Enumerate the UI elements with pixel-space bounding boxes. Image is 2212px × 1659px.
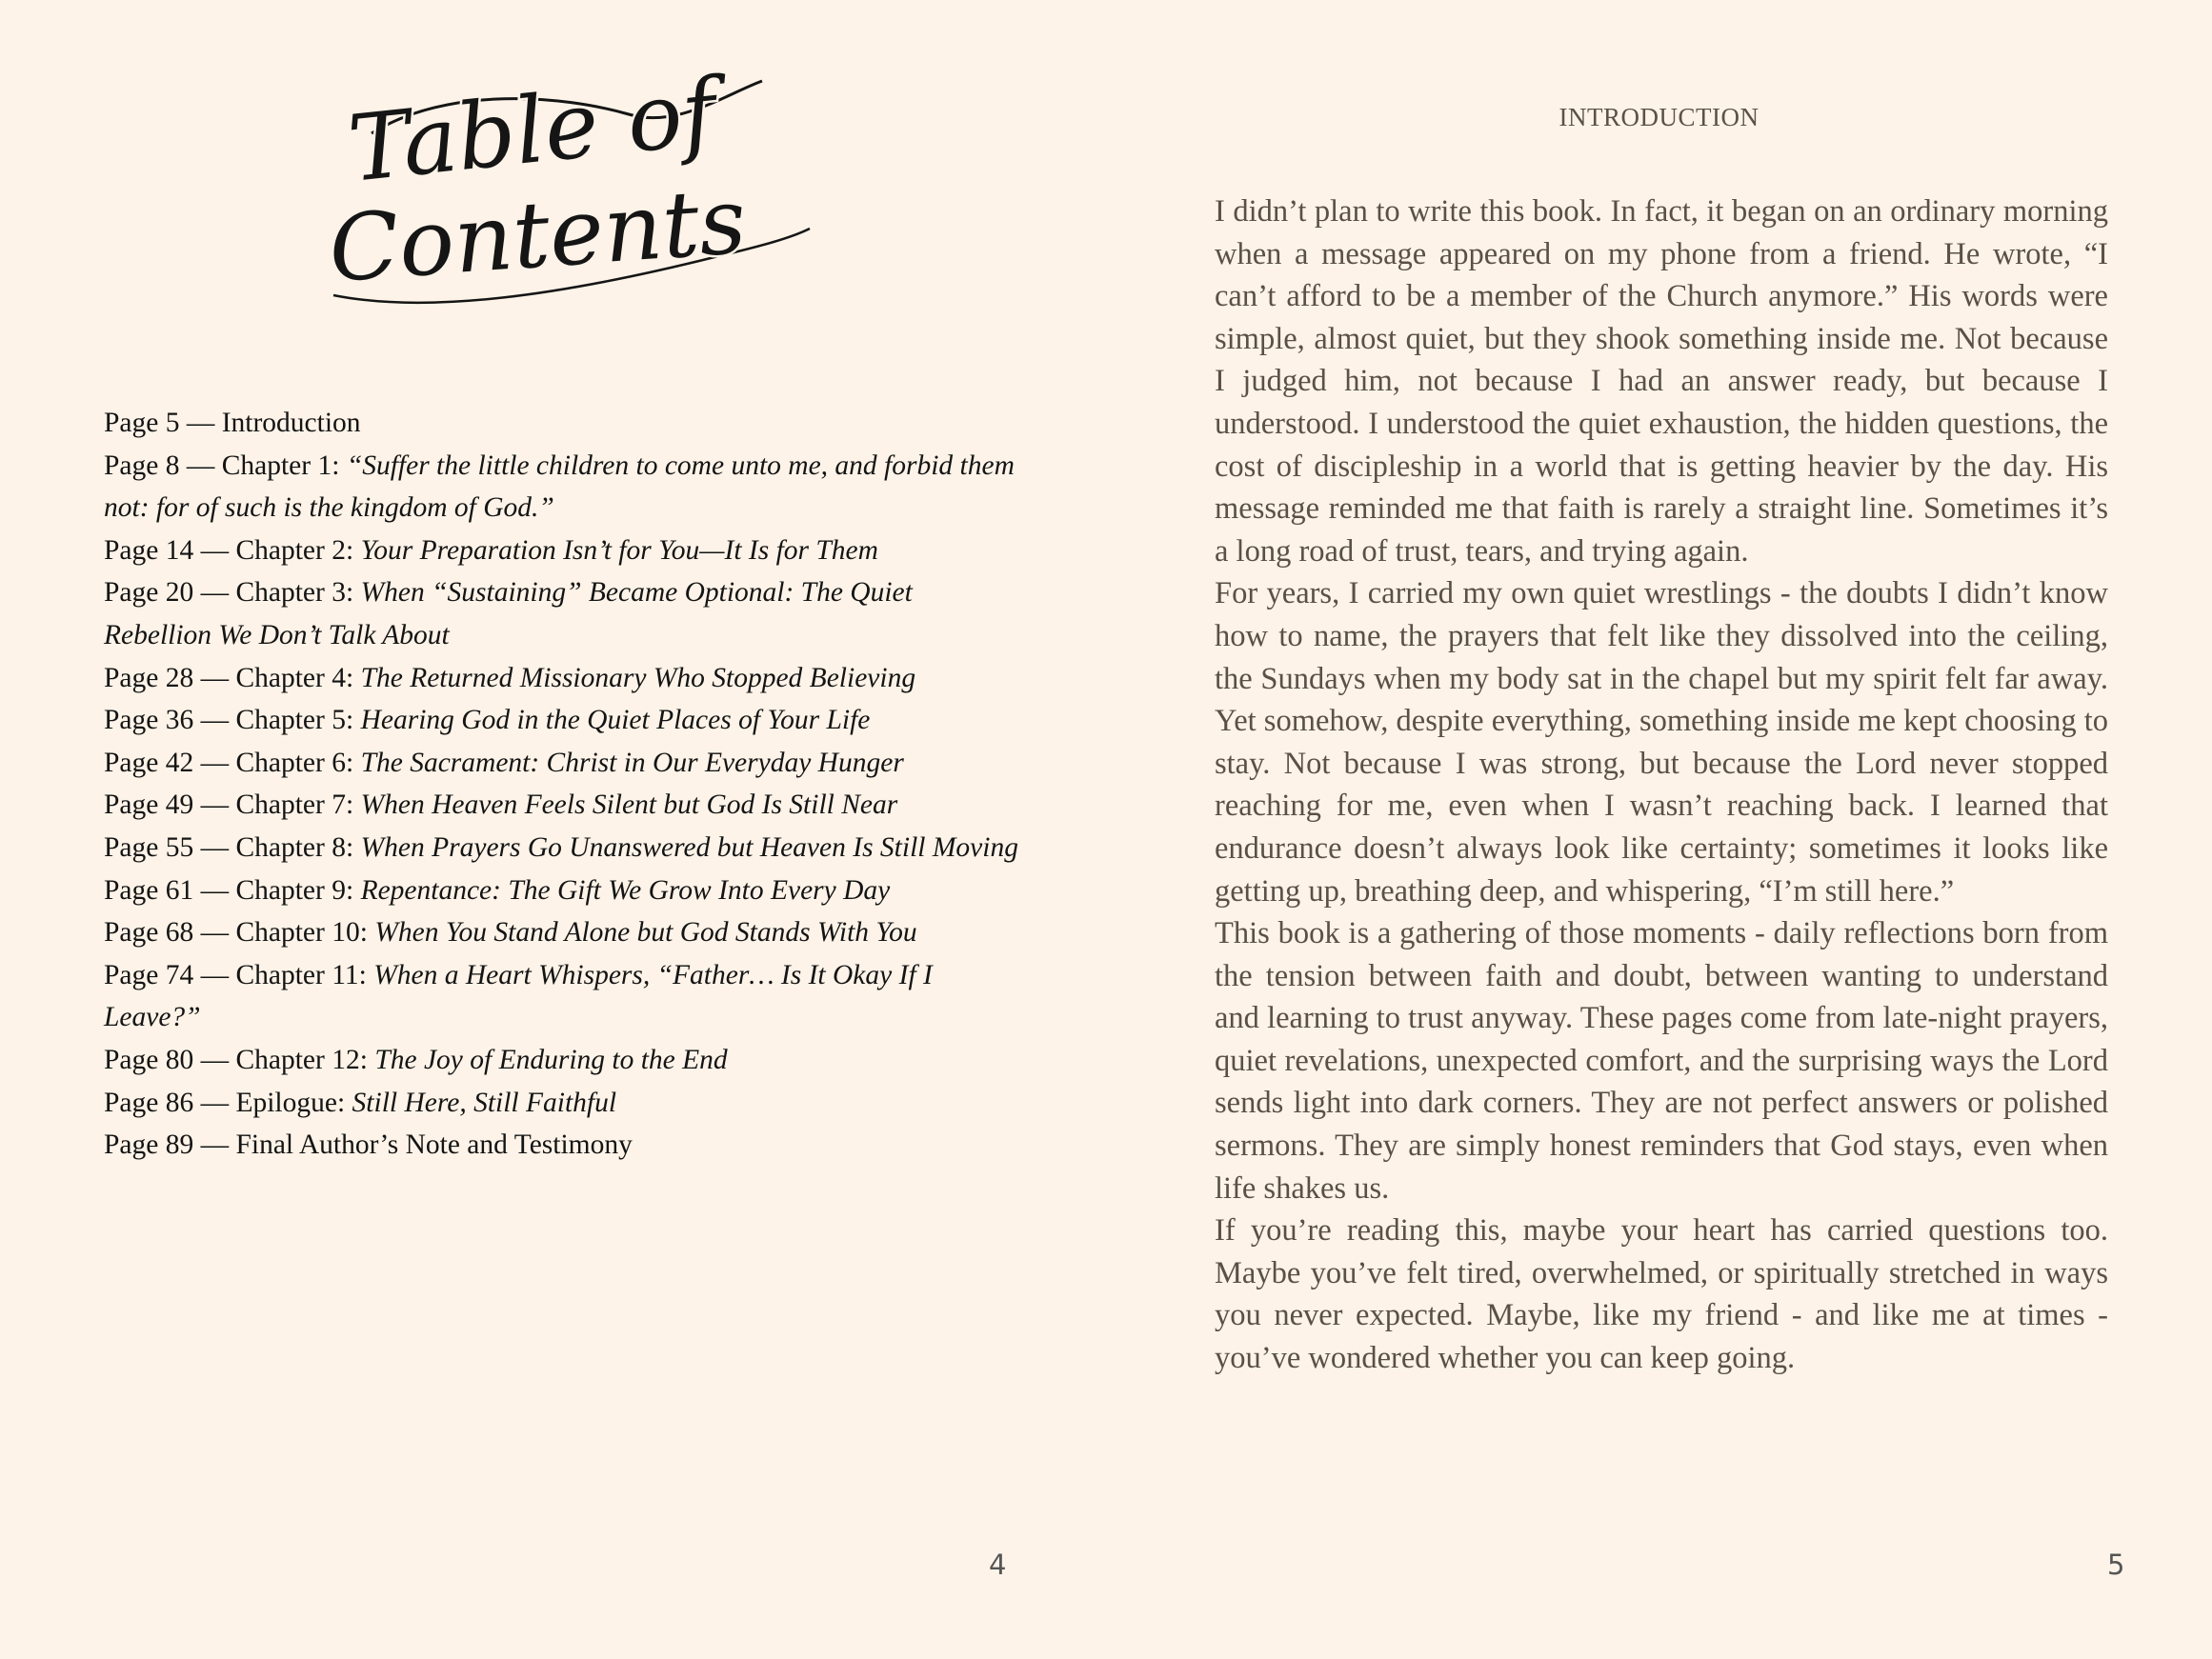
body-paragraph: I didn’t plan to write this book. In fact, it began on an ordinary morning when a message appeared on my phone from a friend. He wrote, “I can’t afford to be a member of the Church anymore.” His words were simple, almost quiet, but they shook something inside me. Not because I judged him, not because I had an answer ready, but because I understood. I understood the quiet exhaustion, the hidden questions, the cost of discipleship in a world that is getting heavier by the day. His message reminded me that faith is rarely a straight line. Sometimes it’s a long road of trust, tears, and trying again. — [1215, 194, 2108, 569]
toc-entry — [104, 784, 1018, 827]
toc-entry-page-label: Page 42 — Chapter 6: — [104, 747, 361, 778]
toc-entry — [104, 699, 1018, 742]
toc-title-line-2: Contents — [325, 167, 750, 303]
toc-entry — [104, 445, 1018, 530]
toc-list — [104, 402, 1018, 1167]
page-number-right: 5 — [2107, 1549, 2125, 1581]
toc-entry-page-label: Page 89 — Final Author’s Note and Testimony — [104, 1129, 633, 1161]
right-page — [1106, 0, 2212, 1659]
toc-entry — [104, 657, 1018, 700]
toc-entry-chapter-title: The Sacrament: Christ in Our Everyday Hunger — [360, 747, 904, 778]
toc-entry-chapter-title: When Heaven Feels Silent but God Is Still Near — [360, 790, 898, 821]
toc-entry-page-label: Page 61 — Chapter 9: — [104, 874, 361, 906]
toc-entry-page-label: Page 74 — Chapter 11: — [104, 959, 374, 990]
toc-entry-chapter-title: When You Stand Alone but God Stands With You — [374, 917, 917, 949]
toc-entry — [104, 827, 1018, 869]
toc-title-graphic — [314, 58, 848, 324]
toc-entry-chapter-title: Hearing God in the Quiet Places of Your Life — [360, 705, 871, 736]
toc-entry-page-label: Page 80 — Chapter 12: — [104, 1044, 375, 1075]
toc-script-title — [314, 58, 848, 324]
toc-entry — [104, 402, 1018, 445]
toc-entry-page-label: Page 5 — Introduction — [104, 408, 361, 438]
toc-entry-chapter-title: The Returned Missionary Who Stopped Believing — [360, 662, 916, 693]
body-paragraph: This book is a gathering of those moments - daily reflections born from the tension between faith and doubt, between wanting to understand and learning to trust anyway. These pages come from late-night prayers, quiet revelations, unexpected comfort, and the surprising ways the Lord sends light into dark corners. They are not perfect answers or polished sermons. They are simply honest reminders that God stays, even when life shakes us. — [1215, 916, 2108, 1206]
toc-entry-page-label: Page 20 — Chapter 3: — [104, 577, 361, 609]
toc-entry — [104, 571, 1018, 656]
toc-entry-chapter-title: Still Here, Still Faithful — [352, 1087, 617, 1118]
toc-entry-chapter-title: When “Sustaining” Became Optional: The Quiet Rebellion We Don’t Talk About — [104, 577, 913, 650]
toc-entry-page-label: Page 14 — Chapter 2: — [104, 534, 361, 566]
toc-entry — [104, 954, 1018, 1039]
toc-entry — [104, 1039, 1018, 1082]
toc-entry-page-label: Page 55 — Chapter 8: — [104, 831, 361, 863]
toc-entry-chapter-title: Repentance: The Gift We Grow Into Every Day — [360, 874, 891, 906]
toc-entry-chapter-title: Your Preparation Isn’t for You—It Is for Them — [360, 534, 878, 566]
introduction-body — [1215, 190, 2108, 1380]
toc-entry — [104, 911, 1018, 954]
section-header: INTRODUCTION — [1558, 103, 1760, 131]
toc-entry-page-label: Page 8 — Chapter 1: — [104, 450, 347, 481]
toc-entry-page-label: Page 36 — Chapter 5: — [104, 705, 361, 736]
toc-title-line-1: Table of — [343, 58, 721, 203]
toc-entry — [104, 1124, 1018, 1167]
toc-entry — [104, 869, 1018, 912]
page-number-left: 4 — [989, 1549, 1007, 1581]
toc-entry-chapter-title: “Suffer the little children to come unto me, and forbid them not: for of such is the kingdom of God.” — [104, 450, 1015, 524]
toc-entry-chapter-title: When Prayers Go Unanswered but Heaven Is Still Moving — [360, 831, 1018, 863]
toc-entry — [104, 742, 1018, 785]
toc-entry — [104, 530, 1018, 572]
toc-entry — [104, 1082, 1018, 1125]
toc-entry-page-label: Page 86 — Epilogue: — [104, 1087, 352, 1118]
body-paragraph: If you’re reading this, maybe your heart has carried questions too. Maybe you’ve felt tired, overwhelmed, or spiritually stretched in ways you never expected. Maybe, like my friend - and like me at times - you’ve wondered whether you can keep going. — [1215, 1213, 2108, 1376]
body-paragraph: For years, I carried my own quiet wrestlings - the doubts I didn’t know how to name, the prayers that felt like they dissolved into the ceiling, the Sundays when my body sat in the chapel but my spirit felt far away. Yet somehow, despite everything, something inside me kept choosing to stay. Not because I was strong, but because the Lord never stopped reaching for me, even when I wasn’t reaching back. I learned that endurance doesn’t always look like certainty; sometimes it looks like getting up, breathing deep, and whispering, “I’m still here.” — [1215, 576, 2108, 909]
toc-entry-page-label: Page 49 — Chapter 7: — [104, 790, 361, 821]
toc-entry-chapter-title: When a Heart Whispers, “Father… Is It Okay If I Leave?” — [104, 959, 933, 1033]
toc-entry-page-label: Page 28 — Chapter 4: — [104, 662, 361, 693]
toc-entry-page-label: Page 68 — Chapter 10: — [104, 917, 375, 949]
toc-entry-chapter-title: The Joy of Enduring to the End — [374, 1044, 728, 1075]
